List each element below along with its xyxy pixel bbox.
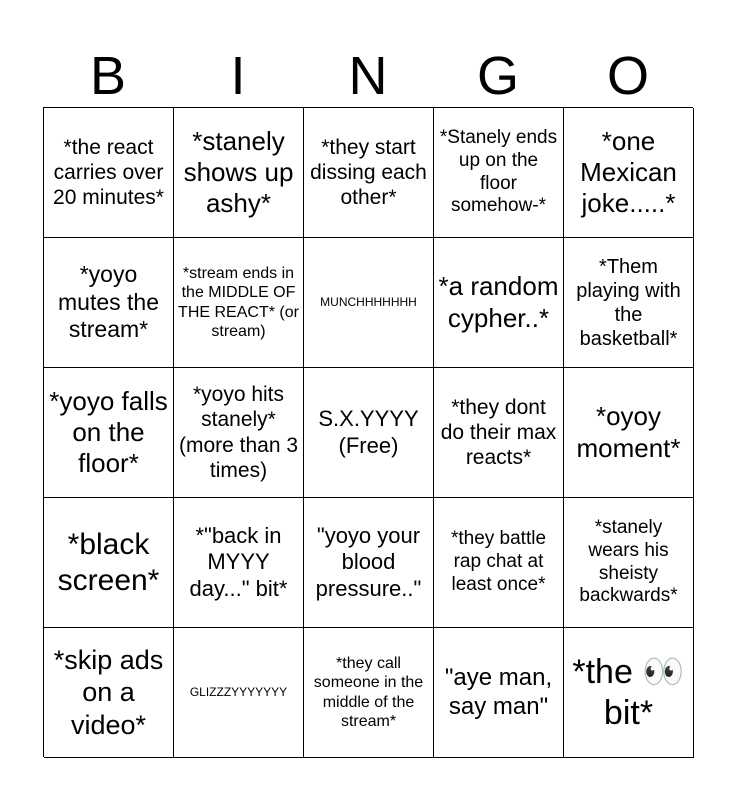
bingo-cell[interactable]: "yoyo your blood pressure.." <box>304 498 434 628</box>
header-letter-b: B <box>89 46 127 106</box>
header-letter-i: I <box>230 46 246 106</box>
header-letter-n: N <box>348 46 388 106</box>
eyes-icon-text: *the 👀 bit* <box>572 652 685 732</box>
bingo-cell[interactable] <box>564 628 694 758</box>
bingo-cell[interactable]: MUNCHHHHHHH <box>304 238 434 368</box>
bingo-cell[interactable]: "aye man, say man" <box>434 628 564 758</box>
bingo-cell[interactable]: *the react carries over 20 minutes* <box>44 108 174 238</box>
bingo-cell[interactable]: *they call someone in the middle of the stream* <box>304 628 434 758</box>
bingo-cell[interactable]: *black screen* <box>44 498 174 628</box>
bingo-cell[interactable]: *they start dissing each other* <box>304 108 434 238</box>
bingo-cell[interactable]: *skip ads on a video* <box>44 628 174 758</box>
bingo-cell[interactable]: *they battle rap chat at least once* <box>434 498 564 628</box>
bingo-header <box>43 44 693 108</box>
bingo-cell[interactable]: S.X.YYYY (Free) <box>304 368 434 498</box>
bingo-cell[interactable]: *they dont do their max reacts* <box>434 368 564 498</box>
bingo-cell[interactable]: *stanely wears his sheisty backwards* <box>564 498 694 628</box>
bingo-cell[interactable]: *Them playing with the basketball* <box>564 238 694 368</box>
bingo-cell[interactable]: *yoyo mutes the stream* <box>44 238 174 368</box>
bingo-cell[interactable]: *stanely shows up ashy* <box>174 108 304 238</box>
bingo-cell[interactable]: *yoyo hits stanely* (more than 3 times) <box>174 368 304 498</box>
bingo-cell[interactable]: *Stanely ends up on the floor somehow-* <box>434 108 564 238</box>
bingo-card <box>43 107 693 757</box>
bingo-cell[interactable]: *oyoy moment* <box>564 368 694 498</box>
bingo-cell[interactable]: *yoyo falls on the floor* <box>44 368 174 498</box>
header-letter-o: O <box>606 46 649 106</box>
bingo-cell[interactable]: *a random cypher..* <box>434 238 564 368</box>
bingo-cell[interactable]: *stream ends in the MIDDLE OF THE REACT* (or stream) <box>174 238 304 368</box>
header-letter-g: G <box>476 46 519 106</box>
bingo-cell[interactable]: *"back in MYYY day..." bit* <box>174 498 304 628</box>
bingo-cell[interactable]: GLIZZZYYYYYYY <box>174 628 304 758</box>
bingo-cell[interactable]: *one Mexican joke.....* <box>564 108 694 238</box>
